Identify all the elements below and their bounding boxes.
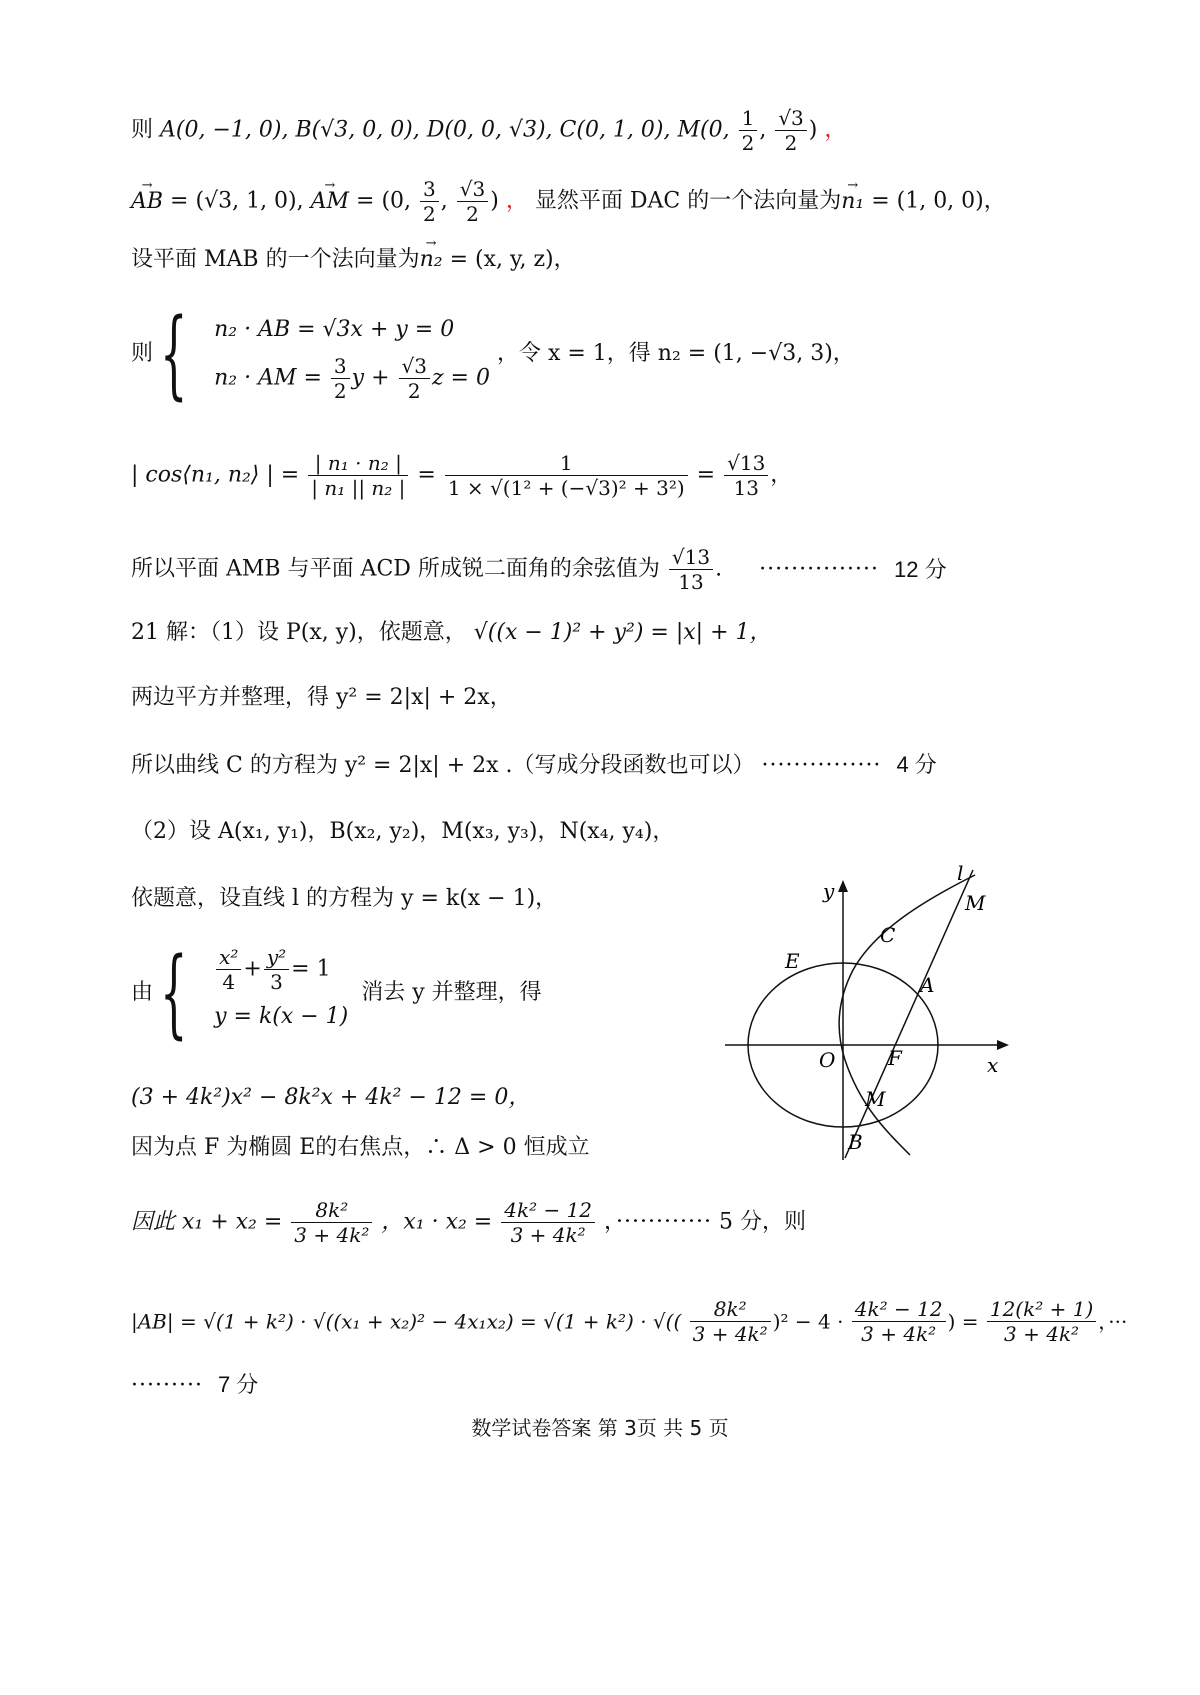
label-x: x	[987, 1053, 999, 1077]
dots: ·········	[131, 1373, 203, 1398]
vector-n1: → n₁	[841, 187, 864, 217]
line-11	[131, 884, 557, 914]
label-m-top: M	[965, 891, 986, 915]
brace: {	[160, 298, 188, 410]
fraction: $\frac{1}{\text{1 × √(1² + (−√3)² + 3²)}}$	[445, 451, 688, 500]
text: 依题意，设直线 l 的方程为 y = k(x − 1)，	[131, 886, 558, 911]
line-9	[131, 750, 937, 781]
equation-1: $\frac{\text{x²}}{4}$ + $\frac{\text{y²}}{3}$ = 1	[214, 945, 348, 993]
red-comma: ，	[824, 117, 847, 143]
line-1: 则 A(0, −1, 0), B(√3, 0, 0), D(0, 0, √3), C(0, 1, 0), M(0, $\frac{1}{2}$ , $\frac{√3}{2}$ ) ，	[131, 106, 847, 155]
y-arrow-icon	[838, 880, 848, 892]
line-13	[131, 1083, 530, 1113]
text: 消去 y 并整理，得	[361, 980, 542, 1005]
label-y: y	[823, 879, 835, 903]
score: 5 分，则	[718, 1209, 806, 1235]
line-15	[131, 1198, 806, 1247]
text: |AB| = √(1 + k²) · √((x₁ + x₂)² − 4x₁x₂) = √(1 + k²) · √((	[131, 1309, 682, 1334]
line-17	[131, 1370, 258, 1401]
fraction: $\frac{3}{2}$	[420, 177, 439, 226]
score: 4 分	[896, 752, 937, 777]
equation-system	[214, 945, 348, 1041]
fraction: $\frac{\text{4k² − 12}}{\text{3 + 4k²}}$	[501, 1198, 595, 1247]
equation-1: n₂ · AB = √3x + y = 0	[214, 317, 455, 342]
fraction: $\frac{1}{2}$	[739, 106, 758, 155]
vector-am: → AM	[311, 187, 349, 217]
text: 因此 x₁ + x₂ =	[131, 1209, 283, 1235]
equation-2: y = k(x − 1)	[214, 1004, 349, 1029]
score: 7 分	[217, 1372, 259, 1397]
label-o: O	[819, 1048, 836, 1072]
score: 12 分	[894, 556, 947, 582]
label-c: C	[880, 923, 896, 947]
text: 则	[131, 117, 154, 143]
text: 所以平面 AMB 与平面 ACD 所成锐二面角的余弦值为	[131, 556, 660, 582]
line-3: 设平面 MAB 的一个法向量为→ n₂ = (x, y, z)，	[131, 245, 576, 275]
dots: ，············	[604, 1209, 712, 1235]
label-e: E	[785, 949, 800, 973]
text: 显然平面 DAC 的一个法向量为	[527, 188, 842, 214]
line-8	[131, 683, 512, 713]
text: | cos⟨n₁, n₂⟩ | =	[131, 462, 300, 488]
fraction: $\frac{√3}{2}$	[457, 177, 488, 226]
text: 则	[131, 341, 154, 366]
text: ，令 x = 1，得 n₂ = (1, −√3, 3)，	[496, 341, 855, 366]
dots: ···············	[759, 556, 880, 582]
equation-2: n₂ · AM = $\frac{3}{2}$ y + $\frac{√3}{2}$ z = 0	[214, 354, 490, 403]
label-a: A	[920, 973, 935, 997]
fraction: $\frac{\text{12(k² + 1)}}{\text{3 + 4k²}}$	[987, 1297, 1096, 1346]
line-2: → AB = (√3, 1, 0), → AM = (0, $\frac{3}{2}$ , $\frac{√3}{2}$ ) ， 显然平面 DAC 的一个法向量为→ n₁ = (1, 0, 0)，	[131, 177, 1006, 226]
text: 两边平方并整理，得 y² = 2|x| + 2x，	[131, 685, 512, 710]
text: 21 解：（1）设 P(x, y)，依题意，	[131, 620, 467, 645]
line-4	[131, 298, 855, 410]
dots: ···············	[761, 753, 882, 778]
text: 设平面 MAB 的一个法向量为	[131, 247, 420, 272]
label-m-bottom: M	[865, 1087, 886, 1111]
x-arrow-icon	[997, 1040, 1009, 1050]
fraction: $\frac{\text{8k²}}{\text{3 + 4k²}}$	[690, 1297, 771, 1346]
points-list: A(0, −1, 0), B(√3, 0, 0), D(0, 0, √3), C(0, 1, 0), M(0,	[160, 117, 730, 143]
vector-ab: → AB	[131, 187, 163, 217]
fraction: $\frac{\text{8k²}}{\text{3 + 4k²}}$	[291, 1198, 372, 1247]
curve-c	[839, 875, 975, 1155]
brace: {	[160, 937, 188, 1049]
red-comma: ，	[505, 188, 528, 214]
fraction: $\frac{√3}{2}$	[775, 106, 806, 155]
label-l: l	[957, 861, 964, 885]
ellipse-parabola-figure	[725, 860, 1010, 1165]
line-6: 所以平面 AMB 与平面 ACD 所成锐二面角的余弦值为 $\frac{√13}{13}$ . ··············· 12 分	[131, 545, 947, 594]
label-f: F	[888, 1046, 902, 1070]
fraction: $\frac{\text{| n₁ · n₂ |}}{\text{| n₁ || n₂ |}}$	[308, 451, 408, 500]
equation: √((x − 1)² + y²) = |x| + 1，	[473, 620, 772, 645]
page-footer: 数学试卷答案 第 3页 共 5 页	[471, 1416, 729, 1440]
line-16: |AB| = √(1 + k²) · √((x₁ + x₂)² − 4x₁x₂) = √(1 + k²) · √(( $\frac{\text{8k²}}{\text{3 + 4k²}}$ )² − 4 · $\frac{\text{4k² − 12}}{\text{3 + 4k²}}$ ) = $\frac{\text{12(k² + 1)}}{\text{3 + 4k²}}$ ，···	[131, 1297, 1128, 1346]
fraction: $\frac{√13}{13}$	[669, 545, 713, 594]
text: 所以曲线 C 的方程为 y² = 2|x| + 2x .（写成分段函数也可以）	[131, 753, 755, 778]
line-5: | cos⟨n₁, n₂⟩ | = $\frac{\text{| n₁ · n₂ |}}{\text{| n₁ || n₂ |}}$ = $\frac{1}{\text{1 × √(1² + (−√3)² + 3²)}}$ = $\frac{√13}{13}$ ，	[131, 451, 793, 500]
text: （2）设 A(x₁, y₁)，B(x₂, y₂)，M(x₃, y₃)，N(x₄, y₄)，	[131, 819, 675, 844]
text: 由	[131, 980, 154, 1005]
vector-n2: → n₂	[420, 245, 443, 275]
line-12	[131, 937, 542, 1049]
label-b: B	[848, 1130, 863, 1154]
fraction: $\frac{\text{4k² − 12}}{\text{3 + 4k²}}$	[852, 1297, 946, 1346]
equation: (3 + 4k²)x² − 8k²x + 4k² − 12 = 0，	[131, 1085, 531, 1110]
equation-system	[214, 306, 490, 402]
line-14	[131, 1133, 590, 1163]
text: ，x₁ · x₂ =	[381, 1209, 493, 1235]
line-10	[131, 817, 674, 847]
fraction: $\frac{√13}{13}$	[724, 451, 768, 500]
line-7	[131, 618, 772, 648]
text: 因为点 F 为椭圆 E的右焦点，∴ Δ > 0 恒成立	[131, 1135, 590, 1160]
